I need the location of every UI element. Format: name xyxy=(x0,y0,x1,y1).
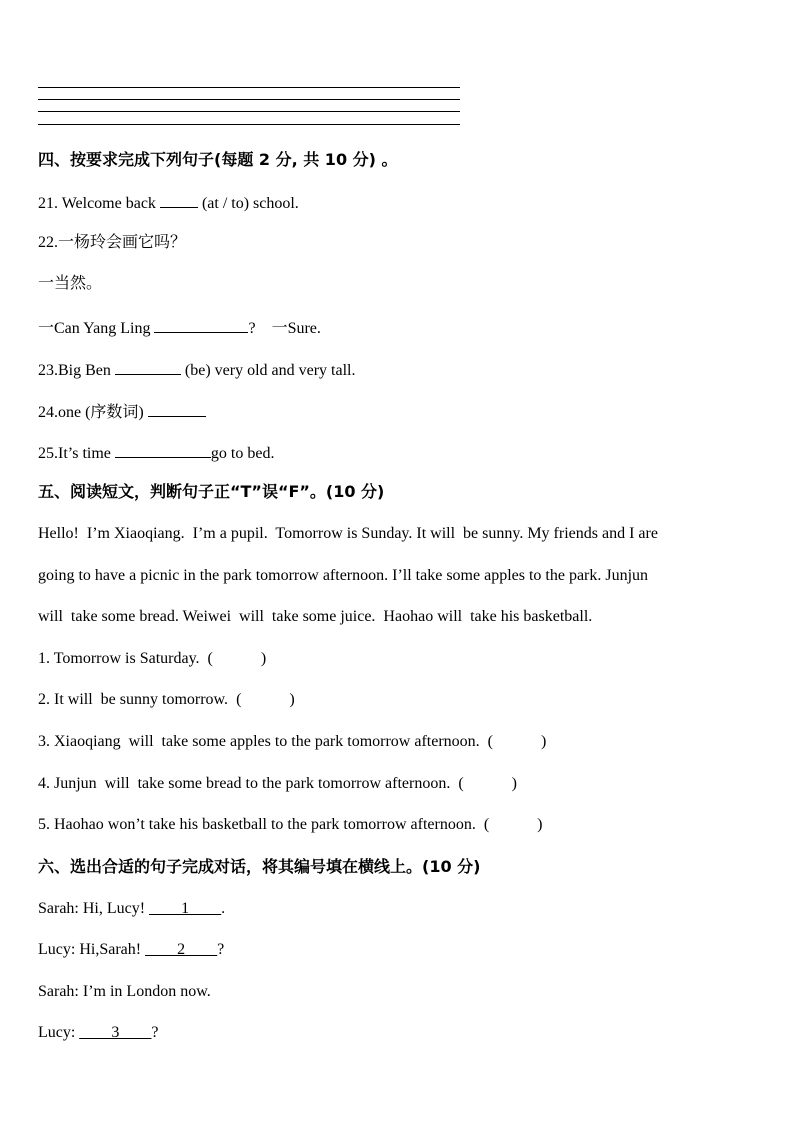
answer-rule-1 xyxy=(38,87,460,88)
q21-text-b: (at / to) school. xyxy=(201,195,299,212)
tf-item-2-answer[interactable]: ( ) xyxy=(236,691,295,708)
q25 xyxy=(38,441,274,464)
q25-text-b: go to bed. xyxy=(210,445,275,462)
section5-heading: 五、阅读短文，判断句子正“T”误“F”。(10 分) xyxy=(38,482,385,501)
passage-line-1: Hello! I’m Xiaoqiang. I’m a pupil. Tomorrow is Sunday. It will be sunny. My friends and I are xyxy=(38,525,658,542)
q21-text-a: 21. Welcome back xyxy=(38,195,156,212)
tf-item-3-text: 3. Xiaoqiang will take some apples to the park tomorrow afternoon. xyxy=(38,733,480,750)
tf-item-4-answer[interactable]: ( ) xyxy=(458,775,517,792)
tf-item-4 xyxy=(38,774,517,794)
tf-item-3-answer[interactable]: ( ) xyxy=(487,733,547,750)
dialogue-line-2 xyxy=(38,940,224,960)
dialogue-3-speaker: Sarah: I’m in London now. xyxy=(38,983,211,1000)
tf-item-2-text: 2. It will be sunny tomorrow. xyxy=(38,691,229,708)
q24 xyxy=(38,400,206,423)
dialogue-4-end: ? xyxy=(151,1024,159,1041)
q21 xyxy=(38,191,299,214)
dialogue-1-end: . xyxy=(221,900,226,917)
answer-rule-2 xyxy=(38,99,460,100)
q22-cn-question: 22.一杨玲会画它吗？ xyxy=(38,234,187,251)
tf-item-5-answer[interactable]: ( ) xyxy=(483,816,543,833)
q22-text-c: 一Sure. xyxy=(271,320,321,337)
q23 xyxy=(38,358,356,381)
dialogue-1-answer[interactable]: ____1____ xyxy=(149,900,222,917)
q22-text-a: 一Can Yang Ling xyxy=(38,320,151,337)
q23-blank[interactable] xyxy=(115,358,181,375)
passage-line-2: going to have a picnic in the park tomorrow afternoon. I’ll take some apples to the park. Junjun xyxy=(38,567,649,584)
dialogue-2-answer[interactable]: ____2____ xyxy=(145,941,218,958)
dialogue-2-end: ? xyxy=(217,941,225,958)
q21-blank[interactable] xyxy=(160,191,198,208)
dialogue-4-answer[interactable]: ____3____ xyxy=(79,1024,152,1041)
section6-heading: 六、选出合适的句子完成对话，将其编号填在横线上。(10 分) xyxy=(38,857,481,876)
tf-item-1-text: 1. Tomorrow is Saturday. xyxy=(38,650,200,667)
tf-item-5 xyxy=(38,815,542,835)
dialogue-line-1 xyxy=(38,899,225,919)
tf-item-3 xyxy=(38,732,546,752)
tf-item-2 xyxy=(38,690,295,710)
tf-item-1 xyxy=(38,649,266,669)
q22-en xyxy=(38,316,321,339)
q24-blank[interactable] xyxy=(148,400,206,417)
dialogue-line-4 xyxy=(38,1023,158,1043)
answer-rule-4 xyxy=(38,124,460,125)
q25-text-a: 25.It’s time xyxy=(38,445,111,462)
dialogue-line-3 xyxy=(38,982,211,1002)
section4-heading: 四、按要求完成下列句子(每题 2 分, 共 10 分) 。 xyxy=(38,150,398,169)
dialogue-1-speaker: Sarah: Hi, Lucy! xyxy=(38,900,146,917)
answer-rule-3 xyxy=(38,111,460,112)
tf-item-5-text: 5. Haohao won’t take his basketball to the park tomorrow afternoon. xyxy=(38,816,476,833)
passage-line-3: will take some bread. Weiwei will take some juice. Haohao will take his basketball. xyxy=(38,608,593,625)
q24-text-a: 24.one (序数词) xyxy=(38,404,144,421)
q22-text-b: ? xyxy=(248,320,256,337)
q22-blank[interactable] xyxy=(154,316,248,333)
q22-cn-answer: 一当然。 xyxy=(38,275,103,292)
tf-item-1-answer[interactable]: ( ) xyxy=(207,650,267,667)
tf-item-4-text: 4. Junjun will take some bread to the park tomorrow afternoon. xyxy=(38,775,451,792)
dialogue-2-speaker: Lucy: Hi,Sarah! xyxy=(38,941,142,958)
q23-text-b: (be) very old and very tall. xyxy=(184,362,356,379)
q23-text-a: 23.Big Ben xyxy=(38,362,111,379)
dialogue-4-speaker: Lucy: xyxy=(38,1024,76,1041)
q25-blank[interactable] xyxy=(115,441,211,458)
